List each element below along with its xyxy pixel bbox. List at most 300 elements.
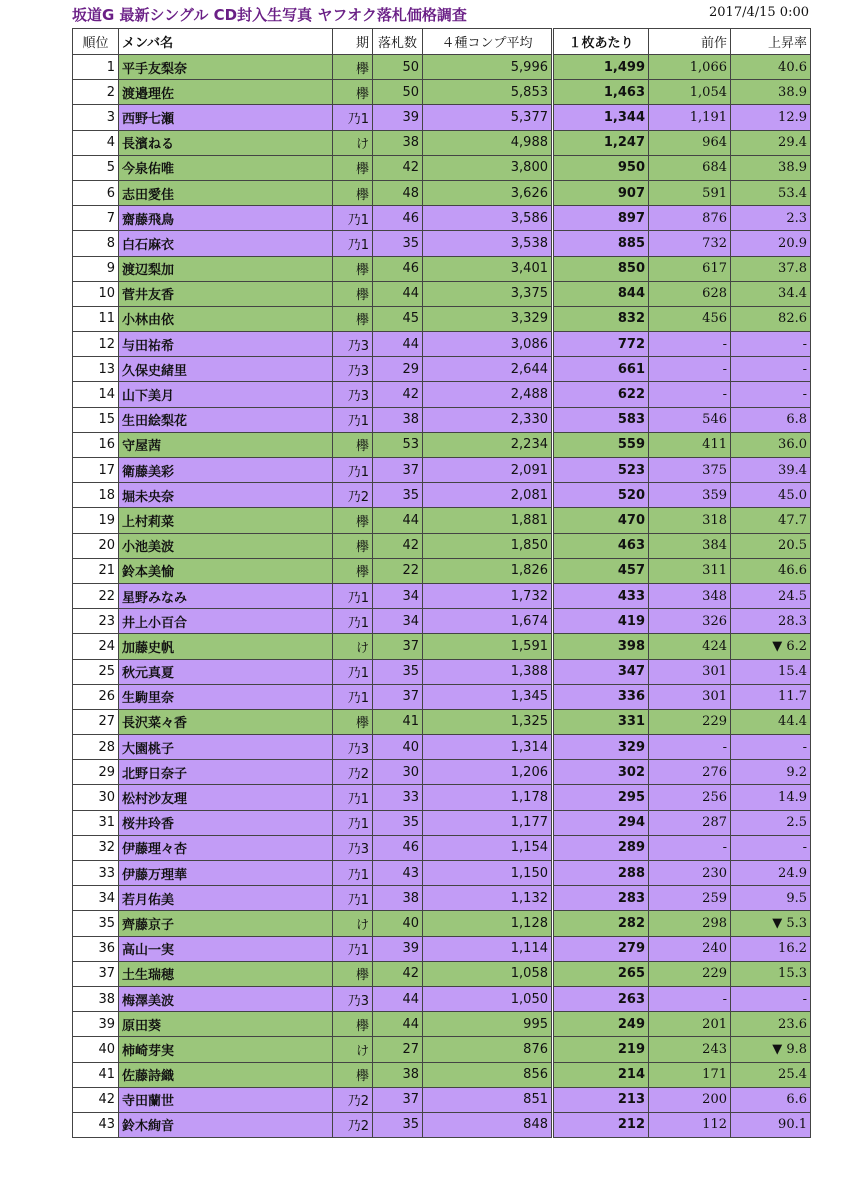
row-bids: 34 <box>373 583 423 608</box>
row-comp-avg: 1,850 <box>423 533 553 558</box>
row-comp-avg: 1,826 <box>423 558 553 583</box>
row-per-card: 844 <box>553 281 649 306</box>
table-row <box>73 432 811 457</box>
row-prev: 318 <box>649 508 731 533</box>
row-rate: - <box>731 735 811 760</box>
row-comp-avg: 4,988 <box>423 130 553 155</box>
row-bids: 38 <box>373 1062 423 1087</box>
row-comp-avg: 3,800 <box>423 155 553 180</box>
row-rank: 13 <box>73 357 119 382</box>
table-row <box>73 609 811 634</box>
row-rank: 14 <box>73 382 119 407</box>
header-prev: 前作 <box>649 29 731 55</box>
row-rate: 28.3 <box>731 609 811 634</box>
row-rank: 7 <box>73 206 119 231</box>
row-bids: 39 <box>373 105 423 130</box>
header-name: メンバ名 <box>119 29 333 55</box>
row-rank: 8 <box>73 231 119 256</box>
row-rank: 18 <box>73 483 119 508</box>
row-per-card: 294 <box>553 810 649 835</box>
row-per-card: 470 <box>553 508 649 533</box>
row-period: 乃3 <box>333 735 373 760</box>
row-comp-avg: 1,314 <box>423 735 553 760</box>
row-period: 乃3 <box>333 357 373 382</box>
row-bids: 48 <box>373 180 423 205</box>
row-period: 乃3 <box>333 986 373 1011</box>
row-name: 衛藤美彩 <box>119 458 333 483</box>
row-prev: - <box>649 986 731 1011</box>
row-bids: 38 <box>373 130 423 155</box>
row-period: 乃1 <box>333 231 373 256</box>
row-per-card: 832 <box>553 306 649 331</box>
row-rate: 9.2 <box>731 760 811 785</box>
row-bids: 35 <box>373 231 423 256</box>
row-bids: 35 <box>373 483 423 508</box>
row-name: 土生瑞穂 <box>119 961 333 986</box>
row-rate: ▼ 6.2 <box>731 634 811 659</box>
row-rank: 22 <box>73 583 119 608</box>
row-bids: 41 <box>373 709 423 734</box>
row-name: 守屋茜 <box>119 432 333 457</box>
row-prev: 1,066 <box>649 55 731 80</box>
row-name: 加藤史帆 <box>119 634 333 659</box>
row-bids: 38 <box>373 407 423 432</box>
row-rate: 38.9 <box>731 155 811 180</box>
row-period: 乃1 <box>333 206 373 231</box>
row-prev: 359 <box>649 483 731 508</box>
row-per-card: 583 <box>553 407 649 432</box>
row-prev: 259 <box>649 886 731 911</box>
row-prev: 230 <box>649 861 731 886</box>
row-prev: - <box>649 835 731 860</box>
table-row <box>73 558 811 583</box>
row-period: 乃1 <box>333 936 373 961</box>
row-prev: 287 <box>649 810 731 835</box>
row-rate: 2.5 <box>731 810 811 835</box>
row-bids: 44 <box>373 332 423 357</box>
row-rate: - <box>731 357 811 382</box>
row-prev: 1,054 <box>649 80 731 105</box>
row-period: 乃1 <box>333 861 373 886</box>
row-per-card: 288 <box>553 861 649 886</box>
row-comp-avg: 1,154 <box>423 835 553 860</box>
row-comp-avg: 1,177 <box>423 810 553 835</box>
row-rank: 20 <box>73 533 119 558</box>
row-bids: 34 <box>373 609 423 634</box>
row-period: 欅 <box>333 432 373 457</box>
row-comp-avg: 3,626 <box>423 180 553 205</box>
row-rate: 37.8 <box>731 256 811 281</box>
row-comp-avg: 1,132 <box>423 886 553 911</box>
row-prev: 311 <box>649 558 731 583</box>
table-row <box>73 810 811 835</box>
table-row <box>73 55 811 80</box>
row-name: 松村沙友理 <box>119 785 333 810</box>
row-rank: 4 <box>73 130 119 155</box>
table-row <box>73 911 811 936</box>
table-row <box>73 735 811 760</box>
row-period: 欅 <box>333 961 373 986</box>
row-prev: 112 <box>649 1112 731 1137</box>
row-rank: 19 <box>73 508 119 533</box>
row-rate: 20.5 <box>731 533 811 558</box>
row-period: 欅 <box>333 533 373 558</box>
row-bids: 46 <box>373 835 423 860</box>
row-rank: 39 <box>73 1012 119 1037</box>
table-row <box>73 332 811 357</box>
row-name: 若月佑美 <box>119 886 333 911</box>
row-rank: 25 <box>73 659 119 684</box>
row-period: け <box>333 1037 373 1062</box>
row-rank: 33 <box>73 861 119 886</box>
row-prev: - <box>649 332 731 357</box>
row-name: 伊藤万理華 <box>119 861 333 886</box>
row-per-card: 1,247 <box>553 130 649 155</box>
row-name: 原田葵 <box>119 1012 333 1037</box>
row-prev: 298 <box>649 911 731 936</box>
row-rate: 39.4 <box>731 458 811 483</box>
table-row <box>73 760 811 785</box>
table-row <box>73 1037 811 1062</box>
table-row <box>73 306 811 331</box>
row-per-card: 850 <box>553 256 649 281</box>
row-comp-avg: 5,996 <box>423 55 553 80</box>
row-name: 渡辺梨加 <box>119 256 333 281</box>
row-period: 乃1 <box>333 105 373 130</box>
row-rate: 9.5 <box>731 886 811 911</box>
row-bids: 29 <box>373 357 423 382</box>
row-bids: 42 <box>373 961 423 986</box>
row-rate: 24.5 <box>731 583 811 608</box>
row-prev: 684 <box>649 155 731 180</box>
table-row <box>73 130 811 155</box>
table-row <box>73 231 811 256</box>
table-row <box>73 709 811 734</box>
row-rank: 38 <box>73 986 119 1011</box>
row-name: 堀未央奈 <box>119 483 333 508</box>
row-rate: 24.9 <box>731 861 811 886</box>
row-name: 佐藤詩織 <box>119 1062 333 1087</box>
row-per-card: 523 <box>553 458 649 483</box>
row-bids: 35 <box>373 1112 423 1137</box>
row-name: 齋藤飛鳥 <box>119 206 333 231</box>
row-comp-avg: 1,674 <box>423 609 553 634</box>
row-prev: 732 <box>649 231 731 256</box>
table-row <box>73 256 811 281</box>
row-rate: 14.9 <box>731 785 811 810</box>
row-per-card: 772 <box>553 332 649 357</box>
row-period: 乃2 <box>333 1087 373 1112</box>
row-name: 上村莉菜 <box>119 508 333 533</box>
row-bids: 37 <box>373 1087 423 1112</box>
table-row <box>73 407 811 432</box>
row-period: 欅 <box>333 80 373 105</box>
row-bids: 39 <box>373 936 423 961</box>
row-comp-avg: 876 <box>423 1037 553 1062</box>
row-name: 星野みなみ <box>119 583 333 608</box>
row-comp-avg: 2,488 <box>423 382 553 407</box>
row-name: 高山一実 <box>119 936 333 961</box>
row-rank: 12 <box>73 332 119 357</box>
row-period: 乃2 <box>333 760 373 785</box>
row-comp-avg: 1,388 <box>423 659 553 684</box>
row-comp-avg: 1,114 <box>423 936 553 961</box>
row-name: 長沢菜々香 <box>119 709 333 734</box>
row-period: 欅 <box>333 558 373 583</box>
row-name: 生駒里奈 <box>119 684 333 709</box>
table-row <box>73 382 811 407</box>
row-period: 乃2 <box>333 483 373 508</box>
row-rate: 2.3 <box>731 206 811 231</box>
row-rank: 6 <box>73 180 119 205</box>
row-name: 小林由依 <box>119 306 333 331</box>
row-rank: 23 <box>73 609 119 634</box>
table-row <box>73 80 811 105</box>
row-bids: 46 <box>373 206 423 231</box>
row-name: 大園桃子 <box>119 735 333 760</box>
row-name: 伊藤理々杏 <box>119 835 333 860</box>
row-name: 今泉佑唯 <box>119 155 333 180</box>
row-prev: 411 <box>649 432 731 457</box>
row-per-card: 559 <box>553 432 649 457</box>
row-bids: 44 <box>373 281 423 306</box>
row-period: 乃1 <box>333 886 373 911</box>
row-rank: 15 <box>73 407 119 432</box>
row-per-card: 329 <box>553 735 649 760</box>
row-name: 山下美月 <box>119 382 333 407</box>
row-per-card: 265 <box>553 961 649 986</box>
row-name: 鈴木絢音 <box>119 1112 333 1137</box>
row-rank: 9 <box>73 256 119 281</box>
row-bids: 43 <box>373 861 423 886</box>
table-row <box>73 659 811 684</box>
row-prev: 375 <box>649 458 731 483</box>
row-period: け <box>333 634 373 659</box>
table-body <box>73 55 811 1138</box>
row-prev: 348 <box>649 583 731 608</box>
row-rank: 30 <box>73 785 119 810</box>
table-row <box>73 835 811 860</box>
row-rank: 24 <box>73 634 119 659</box>
row-prev: 456 <box>649 306 731 331</box>
row-prev: 229 <box>649 961 731 986</box>
row-period: け <box>333 130 373 155</box>
price-table <box>72 28 811 1138</box>
row-rate: - <box>731 382 811 407</box>
row-prev: - <box>649 382 731 407</box>
row-prev: 243 <box>649 1037 731 1062</box>
row-rate: ▼ 9.8 <box>731 1037 811 1062</box>
table-row <box>73 357 811 382</box>
row-bids: 44 <box>373 508 423 533</box>
row-prev: 546 <box>649 407 731 432</box>
row-rate: 38.9 <box>731 80 811 105</box>
row-rate: 25.4 <box>731 1062 811 1087</box>
row-per-card: 295 <box>553 785 649 810</box>
row-bids: 44 <box>373 1012 423 1037</box>
row-rank: 31 <box>73 810 119 835</box>
row-prev: 628 <box>649 281 731 306</box>
row-period: 乃3 <box>333 835 373 860</box>
row-rank: 3 <box>73 105 119 130</box>
table-row <box>73 886 811 911</box>
row-period: 乃1 <box>333 458 373 483</box>
row-comp-avg: 1,325 <box>423 709 553 734</box>
header-bids: 落札数 <box>373 29 423 55</box>
row-rate: 23.6 <box>731 1012 811 1037</box>
row-comp-avg: 1,150 <box>423 861 553 886</box>
row-prev: 256 <box>649 785 731 810</box>
row-name: 桜井玲香 <box>119 810 333 835</box>
header-row <box>73 29 811 55</box>
row-comp-avg: 5,853 <box>423 80 553 105</box>
row-bids: 53 <box>373 432 423 457</box>
row-name: 井上小百合 <box>119 609 333 634</box>
row-per-card: 263 <box>553 986 649 1011</box>
row-comp-avg: 3,329 <box>423 306 553 331</box>
row-comp-avg: 2,234 <box>423 432 553 457</box>
table-header <box>73 29 811 55</box>
row-per-card: 398 <box>553 634 649 659</box>
row-per-card: 897 <box>553 206 649 231</box>
table-row <box>73 281 811 306</box>
row-period: 欅 <box>333 281 373 306</box>
row-bids: 45 <box>373 306 423 331</box>
row-per-card: 331 <box>553 709 649 734</box>
row-per-card: 279 <box>553 936 649 961</box>
row-rank: 17 <box>73 458 119 483</box>
row-per-card: 457 <box>553 558 649 583</box>
row-period: 欅 <box>333 1062 373 1087</box>
row-rate: ▼ 5.3 <box>731 911 811 936</box>
row-comp-avg: 851 <box>423 1087 553 1112</box>
row-period: 乃1 <box>333 684 373 709</box>
row-bids: 40 <box>373 911 423 936</box>
row-bids: 35 <box>373 810 423 835</box>
row-per-card: 219 <box>553 1037 649 1062</box>
row-rate: 29.4 <box>731 130 811 155</box>
table-row <box>73 483 811 508</box>
table-row <box>73 155 811 180</box>
row-rank: 11 <box>73 306 119 331</box>
table-row <box>73 533 811 558</box>
row-name: 平手友梨奈 <box>119 55 333 80</box>
row-bids: 22 <box>373 558 423 583</box>
table-row <box>73 1112 811 1137</box>
row-rate: 47.7 <box>731 508 811 533</box>
table-row <box>73 105 811 130</box>
row-period: 乃1 <box>333 785 373 810</box>
row-prev: 964 <box>649 130 731 155</box>
row-name: 小池美波 <box>119 533 333 558</box>
row-comp-avg: 856 <box>423 1062 553 1087</box>
row-rate: - <box>731 835 811 860</box>
row-rank: 28 <box>73 735 119 760</box>
row-period: 欅 <box>333 709 373 734</box>
row-rank: 1 <box>73 55 119 80</box>
row-rate: 82.6 <box>731 306 811 331</box>
row-per-card: 289 <box>553 835 649 860</box>
row-per-card: 907 <box>553 180 649 205</box>
row-name: 西野七瀬 <box>119 105 333 130</box>
table-row <box>73 986 811 1011</box>
row-per-card: 347 <box>553 659 649 684</box>
row-period: 乃1 <box>333 609 373 634</box>
row-bids: 37 <box>373 684 423 709</box>
row-rank: 21 <box>73 558 119 583</box>
row-comp-avg: 995 <box>423 1012 553 1037</box>
row-per-card: 302 <box>553 760 649 785</box>
row-per-card: 1,499 <box>553 55 649 80</box>
row-comp-avg: 1,050 <box>423 986 553 1011</box>
table-row <box>73 180 811 205</box>
row-prev: 384 <box>649 533 731 558</box>
row-prev: 301 <box>649 684 731 709</box>
row-name: 齊藤京子 <box>119 911 333 936</box>
row-rank: 42 <box>73 1087 119 1112</box>
row-rank: 35 <box>73 911 119 936</box>
row-per-card: 213 <box>553 1087 649 1112</box>
row-bids: 37 <box>373 458 423 483</box>
report-date: 2017/4/15 0:00 <box>709 5 809 20</box>
row-rate: 6.6 <box>731 1087 811 1112</box>
row-rate: 20.9 <box>731 231 811 256</box>
row-prev: 301 <box>649 659 731 684</box>
row-prev: 876 <box>649 206 731 231</box>
row-comp-avg: 2,081 <box>423 483 553 508</box>
row-per-card: 885 <box>553 231 649 256</box>
row-per-card: 212 <box>553 1112 649 1137</box>
row-period: 欅 <box>333 155 373 180</box>
row-rank: 29 <box>73 760 119 785</box>
row-prev: 617 <box>649 256 731 281</box>
header-comp-avg: ４種コンプ平均 <box>423 29 553 55</box>
row-bids: 42 <box>373 533 423 558</box>
row-per-card: 520 <box>553 483 649 508</box>
row-prev: 591 <box>649 180 731 205</box>
row-comp-avg: 2,330 <box>423 407 553 432</box>
row-comp-avg: 2,644 <box>423 357 553 382</box>
row-per-card: 463 <box>553 533 649 558</box>
row-per-card: 433 <box>553 583 649 608</box>
row-rate: 45.0 <box>731 483 811 508</box>
row-per-card: 282 <box>553 911 649 936</box>
row-comp-avg: 3,086 <box>423 332 553 357</box>
row-rate: 90.1 <box>731 1112 811 1137</box>
row-rank: 34 <box>73 886 119 911</box>
table-row <box>73 634 811 659</box>
row-rank: 5 <box>73 155 119 180</box>
row-rank: 16 <box>73 432 119 457</box>
row-rate: 53.4 <box>731 180 811 205</box>
row-prev: 326 <box>649 609 731 634</box>
table-row <box>73 458 811 483</box>
row-bids: 33 <box>373 785 423 810</box>
row-comp-avg: 1,881 <box>423 508 553 533</box>
row-period: 乃3 <box>333 332 373 357</box>
row-period: 乃2 <box>333 1112 373 1137</box>
row-comp-avg: 3,538 <box>423 231 553 256</box>
row-comp-avg: 1,591 <box>423 634 553 659</box>
row-comp-avg: 3,375 <box>423 281 553 306</box>
header-period: 期 <box>333 29 373 55</box>
row-name: 菅井友香 <box>119 281 333 306</box>
row-prev: 200 <box>649 1087 731 1112</box>
row-rate: 11.7 <box>731 684 811 709</box>
row-prev: - <box>649 357 731 382</box>
row-bids: 40 <box>373 735 423 760</box>
row-rank: 27 <box>73 709 119 734</box>
